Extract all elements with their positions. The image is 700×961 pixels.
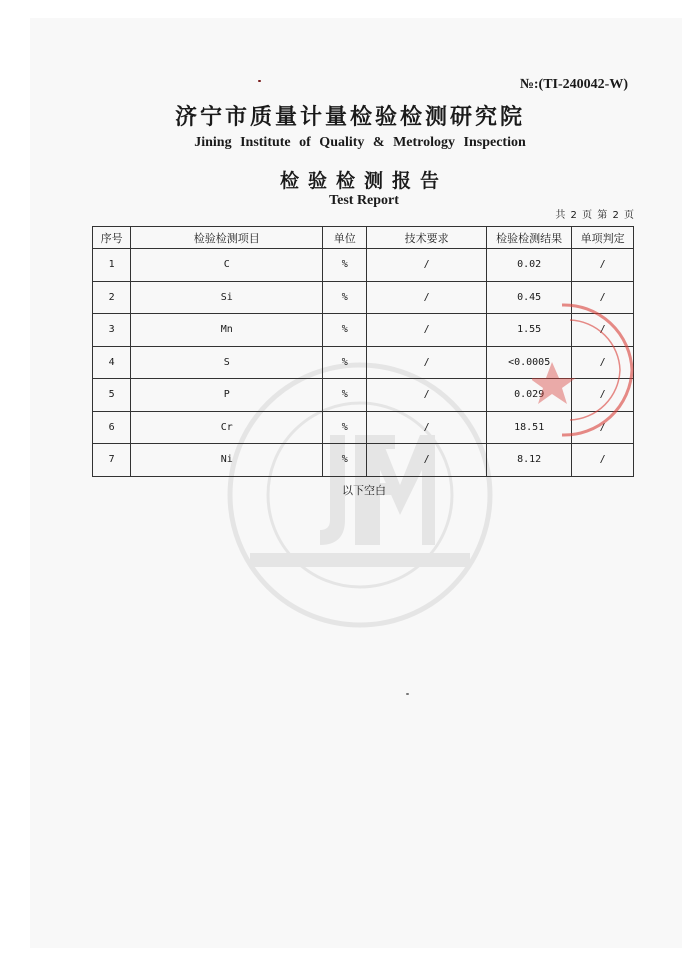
cell-result: 1.55 bbox=[487, 314, 572, 347]
column-header: 检验检测项目 bbox=[131, 227, 323, 249]
cell-index: 3 bbox=[93, 314, 131, 347]
column-header: 检验检测结果 bbox=[487, 227, 572, 249]
cell-result: 18.51 bbox=[487, 411, 572, 444]
cell-unit: % bbox=[323, 444, 367, 477]
cell-item: Ni bbox=[131, 444, 323, 477]
cell-item: Mn bbox=[131, 314, 323, 347]
cell-judgement: / bbox=[572, 346, 634, 379]
cell-item: P bbox=[131, 379, 323, 412]
cell-result: 8.12 bbox=[487, 444, 572, 477]
cell-index: 6 bbox=[93, 411, 131, 444]
blank-below-note: 以下空白 bbox=[342, 484, 386, 497]
cell-index: 1 bbox=[93, 249, 131, 282]
cell-index: 5 bbox=[93, 379, 131, 412]
inspection-seal-stamp bbox=[532, 300, 642, 440]
cell-index: 4 bbox=[93, 346, 131, 379]
report-title-cn: 检验检测报告 bbox=[279, 170, 448, 192]
cell-item: Si bbox=[131, 281, 323, 314]
report-number: №:(TI-240042-W) bbox=[519, 77, 628, 92]
cell-index: 7 bbox=[93, 444, 131, 477]
cell-unit: % bbox=[323, 314, 367, 347]
report-title-en: Test Report bbox=[329, 193, 399, 208]
cell-result: 0.45 bbox=[487, 281, 572, 314]
cell-requirement: / bbox=[367, 444, 487, 477]
cell-result: 0.02 bbox=[487, 249, 572, 282]
column-header: 单位 bbox=[323, 227, 367, 249]
table-row bbox=[93, 249, 634, 282]
cell-result: 0.029 bbox=[487, 379, 572, 412]
cell-judgement: / bbox=[572, 379, 634, 412]
cell-requirement: / bbox=[367, 281, 487, 314]
cell-judgement: / bbox=[572, 249, 634, 282]
table-row bbox=[93, 444, 634, 477]
cell-item: Cr bbox=[131, 411, 323, 444]
speck bbox=[406, 693, 409, 695]
speck bbox=[258, 80, 261, 82]
table-header-row bbox=[93, 227, 634, 249]
cell-judgement: / bbox=[572, 444, 634, 477]
cell-item: C bbox=[131, 249, 323, 282]
column-header: 序号 bbox=[93, 227, 131, 249]
cell-requirement: / bbox=[367, 249, 487, 282]
cell-unit: % bbox=[323, 346, 367, 379]
page-count: 共 2 页 第 2 页 bbox=[555, 210, 635, 221]
cell-unit: % bbox=[323, 249, 367, 282]
column-header: 技术要求 bbox=[367, 227, 487, 249]
cell-requirement: / bbox=[367, 411, 487, 444]
cell-requirement: / bbox=[367, 314, 487, 347]
institute-name-cn: 济宁市质量计量检验检测研究院 bbox=[174, 105, 525, 130]
cell-result: <0.0005 bbox=[487, 346, 572, 379]
cell-judgement: / bbox=[572, 281, 634, 314]
cell-unit: % bbox=[323, 411, 367, 444]
cell-unit: % bbox=[323, 379, 367, 412]
cell-index: 2 bbox=[93, 281, 131, 314]
cell-item: S bbox=[131, 346, 323, 379]
cell-judgement: / bbox=[572, 411, 634, 444]
institute-name-en: Jining Institute of Quality & Metrology Inspection bbox=[194, 135, 526, 150]
cell-unit: % bbox=[323, 281, 367, 314]
cell-requirement: / bbox=[367, 379, 487, 412]
cell-requirement: / bbox=[367, 346, 487, 379]
cell-judgement: / bbox=[572, 314, 634, 347]
column-header: 单项判定 bbox=[572, 227, 634, 249]
